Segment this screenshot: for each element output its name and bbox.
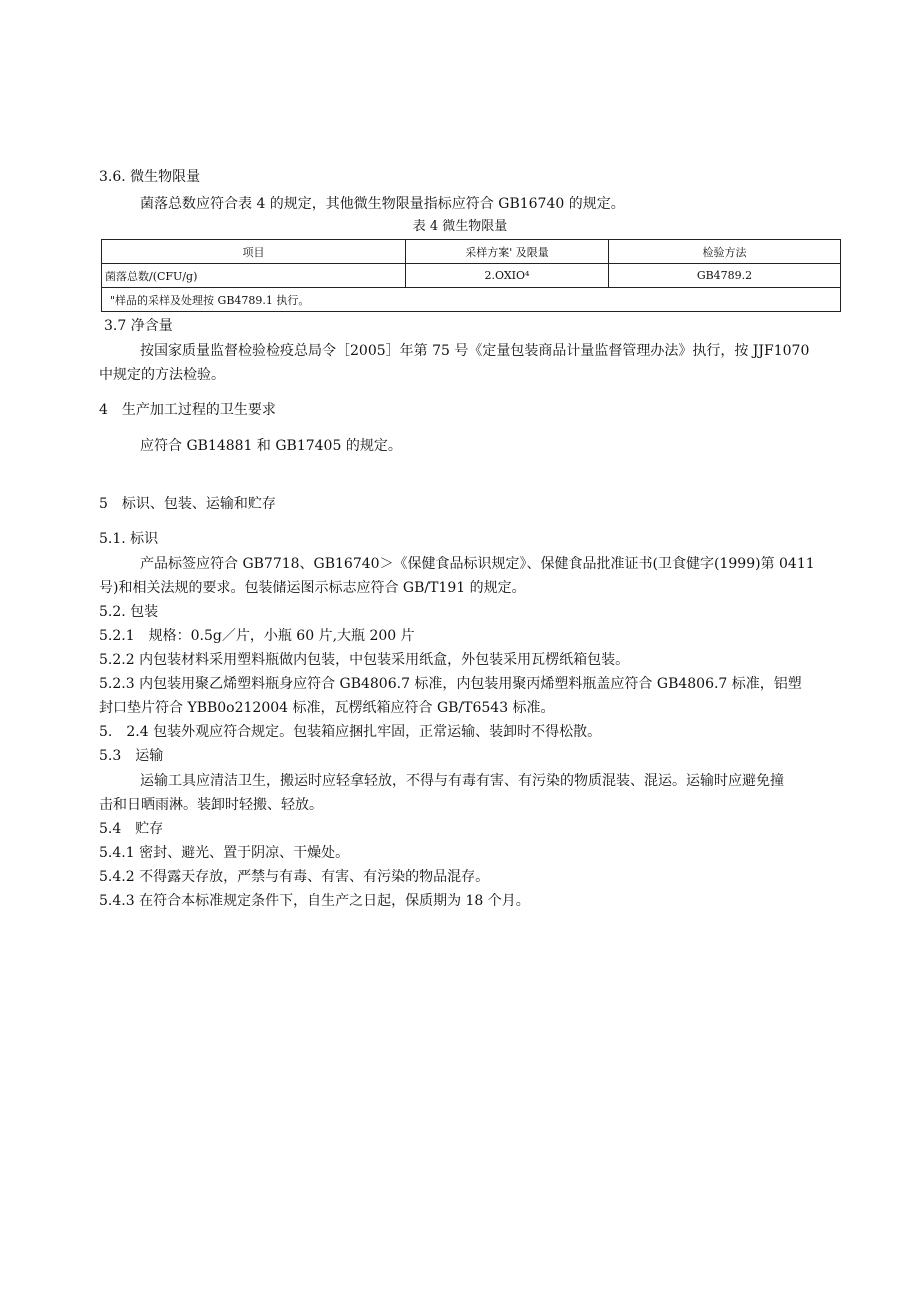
section-5-3-heading: 5.3 运输 xyxy=(99,748,164,764)
table-4-caption: 表 4 微生物限量 xyxy=(412,219,508,234)
section-5-heading: 5 标识、包装、运输和贮存 xyxy=(99,496,276,512)
section-5-2-4: 5. 2.4 包装外观应符合规定。包装箱应捆扎牢固，正常运输、装卸时不得松散。 xyxy=(99,724,602,740)
section-5-2-3: 5.2.3 内包装用聚乙烯塑料瓶身应符合 GB4806.7 标准，内包装用聚丙烯塑料瓶盖应符合 GB4806.7 标准，铝塑 xyxy=(99,676,802,692)
section-5-1-text: 产品标签应符合 GB7718、GB16740＞《保健食品标识规定》、保健食品批准证书(卫食健字(1999)第 0411 xyxy=(140,556,815,572)
section-5-2-3-cont: 封口垫片符合 YBB0o212004 标准，瓦楞纸箱应符合 GB/T6543 标准。 xyxy=(99,700,555,716)
table-header-cell: 检验方法 xyxy=(609,240,841,264)
section-5-1-heading: 5.1. 标识 xyxy=(99,531,159,547)
table-cell: 2.OXIO⁴ xyxy=(406,264,609,288)
table-note-row xyxy=(102,288,841,312)
microbial-limit-table xyxy=(101,239,841,312)
table-cell: GB4789.2 xyxy=(609,264,841,288)
section-5-2-heading: 5.2. 包装 xyxy=(99,604,159,620)
table-header-cell: 采样方案' 及限量 xyxy=(406,240,609,264)
section-5-1-text-cont: 号)和相关法规的要求。包装储运图示标志应符合 GB/T191 的规定。 xyxy=(99,580,526,596)
section-5-3-text-cont: 击和日晒雨淋。装卸时轻搬、轻放。 xyxy=(99,797,323,813)
section-5-4-1: 5.4.1 密封、避光、置于阴凉、干燥处。 xyxy=(99,845,350,861)
table-row xyxy=(102,264,841,288)
section-5-4-3: 5.4.3 在符合本标准规定条件下，自生产之日起，保质期为 18 个月。 xyxy=(99,893,530,909)
section-3-6-text: 菌落总数应符合表 4 的规定，其他微生物限量指标应符合 GB16740 的规定。 xyxy=(140,196,625,212)
table-header-cell: 项目 xyxy=(102,240,406,264)
section-3-7-heading: 3.7 净含量 xyxy=(104,318,173,334)
section-3-7-text-cont: 中规定的方法检验。 xyxy=(99,367,225,383)
table-note: "样品的采样及处理按 GB4789.1 执行。 xyxy=(102,288,841,312)
section-3-6-heading: 3.6. 微生物限量 xyxy=(99,169,201,185)
section-3-7-text: 按国家质量监督检验检疫总局令［2005］年第 75 号《定量包装商品计量监督管理办法》执行，按 JJF1070 xyxy=(140,343,810,359)
section-5-2-2: 5.2.2 内包装材料采用塑料瓶做内包装，中包装采用纸盒，外包装采用瓦楞纸箱包装。 xyxy=(99,652,630,668)
section-4-heading: 4 生产加工过程的卫生要求 xyxy=(99,402,276,418)
table-header-row xyxy=(102,240,841,264)
table-cell: 菌落总数/(CFU/g) xyxy=(102,264,406,288)
section-4-text: 应符合 GB14881 和 GB17405 的规定。 xyxy=(140,438,402,454)
section-5-3-text: 运输工具应清洁卫生，搬运时应轻拿轻放，不得与有毒有害、有污染的物质混装、混运。运输时应避免撞 xyxy=(140,773,784,789)
section-5-2-1: 5.2.1 规格：0.5g／片，小瓶 60 片,大瓶 200 片 xyxy=(99,628,415,644)
section-5-4-2: 5.4.2 不得露天存放，严禁与有毒、有害、有污染的物品混存。 xyxy=(99,869,490,885)
section-5-4-heading: 5.4 贮存 xyxy=(99,821,164,837)
